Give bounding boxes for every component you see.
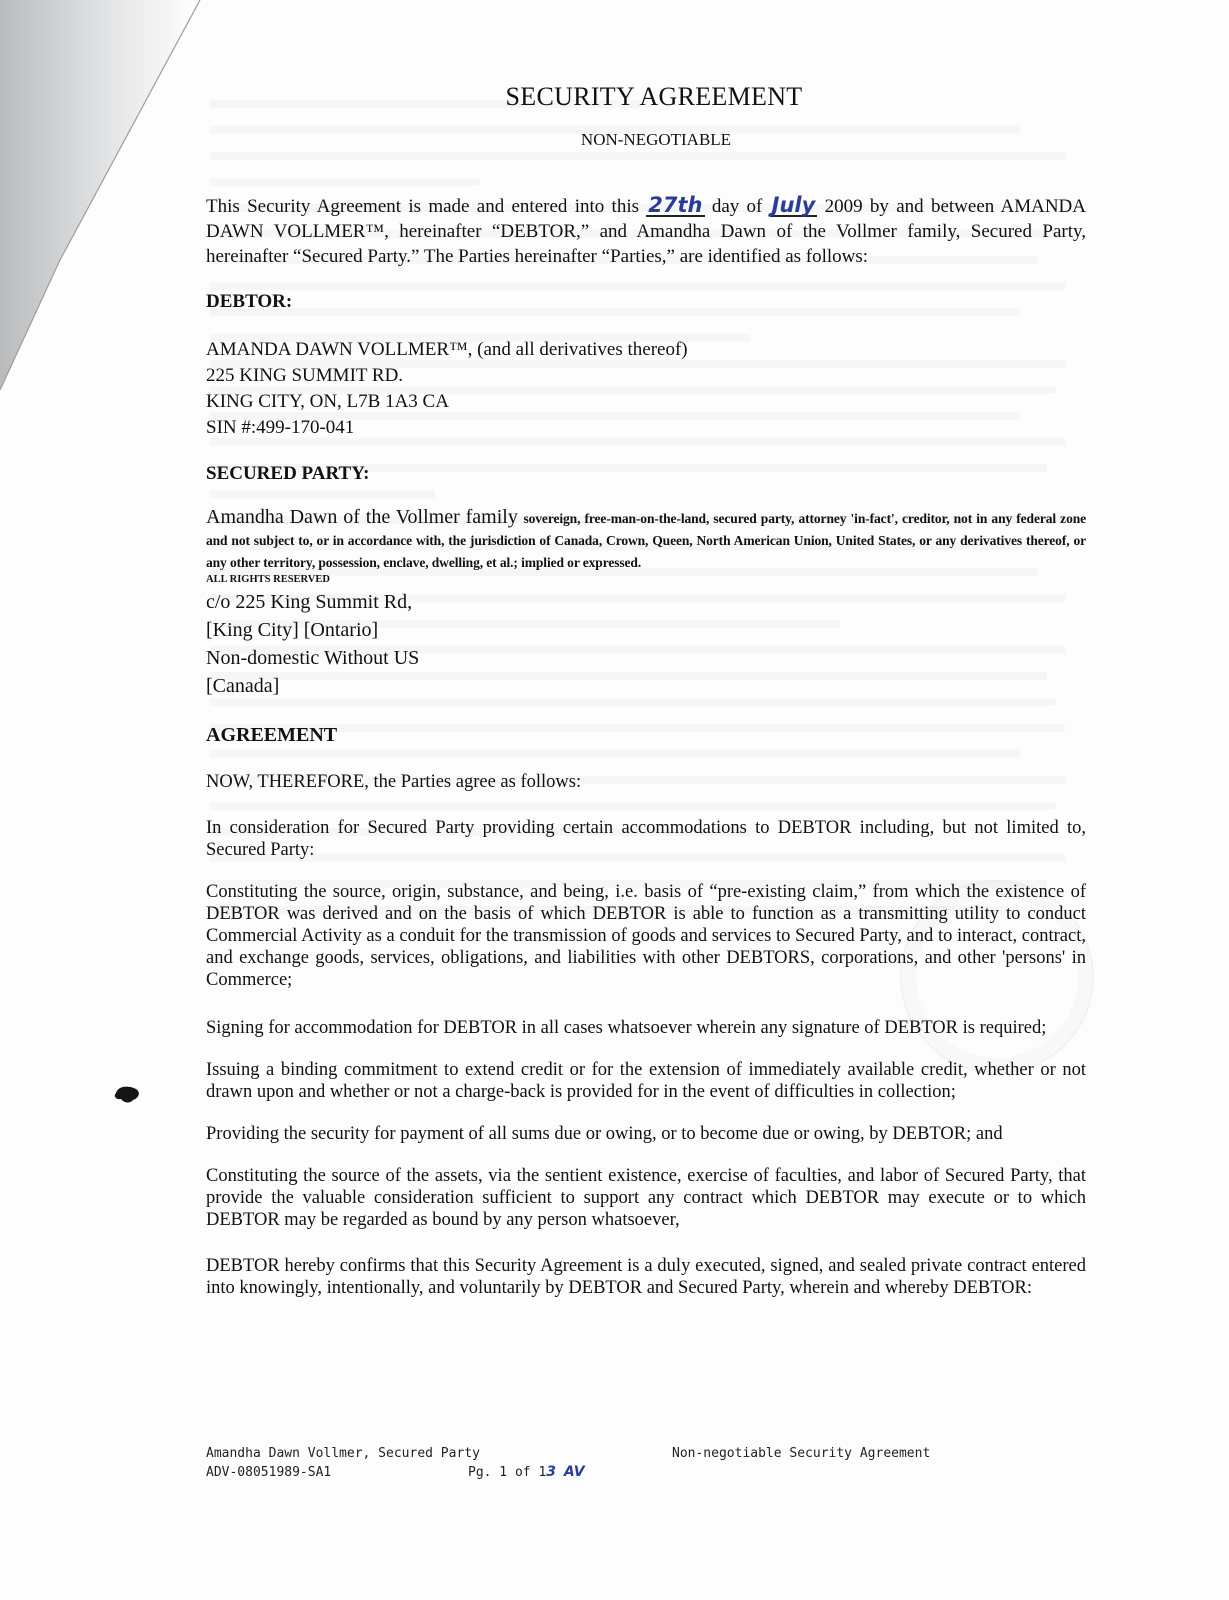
folded-corner (0, 0, 210, 420)
document-title: SECURITY AGREEMENT (505, 82, 803, 111)
document-body (206, 82, 1086, 1299)
secured-party-name: Amandha Dawn of the Vollmer family (206, 506, 518, 528)
agreement-paragraph: Constituting the source of the assets, via the sentient existence, exercise of faculties, and labor of Secured Party, that provide the valuable consideration sufficient to support any contract which DEBTOR may execute or to which DEBTOR may be regarded as bound by any person whatsoever, (206, 1166, 1086, 1230)
footer-document-name: Non-negotiable Security Agreement (672, 1446, 931, 1461)
debtor-street: 225 KING SUMMIT RD. (206, 365, 404, 386)
intro-paragraph (206, 194, 1086, 269)
footer-reference-id: ADV-08051989-SA1 (206, 1465, 332, 1480)
address-line: c/o 225 King Summit Rd, (206, 591, 413, 613)
debtor-name: AMANDA DAWN VOLLMER™, (and all derivatives thereof) (206, 339, 688, 360)
secured-party-heading: SECURED PARTY: (206, 463, 370, 484)
handwritten-month: July (771, 193, 816, 217)
intro-text-3: 2009 by and between AMANDA DAWN VOLLMER™, hereinafter “DEBTOR,” and Amandha Dawn of the Vollmer family, Secured Party, hereinafter “Secured Party.” The Parties hereinafter “Parties,” are identified as follows: (206, 196, 1086, 267)
ink-blot (112, 1083, 142, 1105)
debtor-heading: DEBTOR: (206, 291, 293, 312)
agreement-heading: AGREEMENT (206, 724, 338, 746)
document-subtitle: NON-NEGOTIABLE (580, 130, 732, 149)
secured-party-status: sovereign, free-man-on-the-land, secured party, attorney 'in-fact', creditor, not in any federal zone and not subject to, or in accordance with, the jurisdiction of Canada, Crown, Queen, North American Union, United States, or any derivatives thereof, or any other territory, possession, enclave, dwelling, et al.; implied or expressed. (206, 511, 1087, 570)
debtor-details (206, 337, 1086, 441)
agreement-paragraph: DEBTOR hereby confirms that this Security Agreement is a duly executed, signed, and sealed private contract entered into knowingly, intentionally, and voluntarily by DEBTOR and Secured Party, wherein and whereby DEBTOR: (206, 1256, 1086, 1298)
page-number-text: Pg. 1 of 1 (468, 1465, 547, 1480)
debtor-city: KING CITY, ON, L7B 1A3 CA (206, 391, 449, 412)
address-line: [King City] [Ontario] (206, 619, 379, 641)
agreement-lead: NOW, THEREFORE, the Parties agree as follows: (206, 772, 582, 792)
page-footer (206, 1444, 1026, 1482)
agreement-paragraph: Constituting the source, origin, substance, and being, i.e. basis of “pre-existing claim,” from which the existence of DEBTOR was derived and on the basis of which DEBTOR is able to function as a transmitting utility to conduct Commercial Activity as a conduit for the transmission of goods and services to Secured Party, and to interact, contract, and exchange goods, services, obligations, and liabilities with other DEBTORS, corporations, and other 'persons' in Commerce; (206, 882, 1086, 990)
agreement-paragraph: Signing for accommodation for DEBTOR in all cases whatsoever wherein any signature of DEBTOR is required; (206, 1018, 1047, 1038)
debtor-sin: SIN #:499-170-041 (206, 417, 355, 438)
agreement-paragraph: In consideration for Secured Party providing certain accommodations to DEBTOR including, but not limited to, Secured Party: (206, 818, 1086, 860)
footer-secured-party: Amandha Dawn Vollmer, Secured Party (206, 1446, 480, 1461)
page-number (468, 1463, 585, 1482)
handwritten-day: 27th (648, 193, 703, 217)
address-line: [Canada] (206, 675, 280, 697)
address-line: Non-domestic Without US (206, 647, 420, 669)
secured-party-description (206, 507, 1086, 573)
intro-text-1: This Security Agreement is made and entered into this (206, 196, 639, 217)
rights-reserved: ALL RIGHTS RESERVED (206, 574, 330, 585)
handwritten-page-total: 3 (546, 1464, 557, 1480)
secured-party-address (206, 588, 1086, 700)
intro-text-2: day of (711, 196, 763, 217)
agreement-paragraph: Issuing a binding commitment to extend credit or for the extension of immediately available credit, whether or not drawn upon and whether or not a charge-back is provided for in the event of difficulties in collection; (206, 1060, 1086, 1102)
handwritten-initials: AV (563, 1464, 585, 1480)
agreement-paragraph: Providing the security for payment of all sums due or owing, or to become due or owing, by DEBTOR; and (206, 1124, 1003, 1144)
